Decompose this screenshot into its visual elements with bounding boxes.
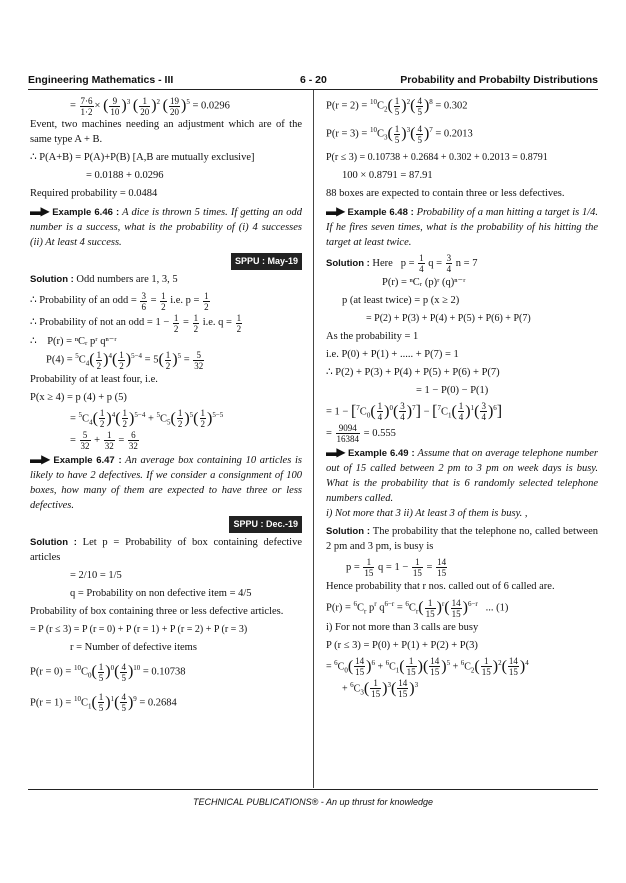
equation-line: = 2/10 = 1/5 xyxy=(70,570,122,582)
equation-line: ∴ P(r) = ⁿCᵣ pʳ qⁿ⁻ʳ xyxy=(30,336,117,348)
paragraph: Probability of box containing three or less defective articles. xyxy=(30,606,284,618)
equation-line: ∴ P(A+B) = P(A)+P(B) [A,B are mutually exclusive] xyxy=(30,152,255,164)
footer-rule xyxy=(28,789,598,790)
left-column xyxy=(30,95,302,714)
arrow-icon: ▬▶ xyxy=(30,452,50,467)
equation-line: $P(r = 2) = ^{10}C_2$( $\frac{1}{5}$ )$^2$( $\frac{4}{5}$ )$^8$ = 0.302 xyxy=(326,95,468,117)
equation-line: P(r) = ⁿCᵣ (p)ʳ (q)ⁿ⁻ʳ xyxy=(382,276,466,288)
exam-badge: SPPU : May-19 xyxy=(231,253,302,270)
equation-line: 100 × 0.8791 = 87.91 xyxy=(342,169,433,181)
equation-line: + $^6C_3$( $\frac{1}{15}$ )$^3$( $\frac{14}{15}$ )$^3$ xyxy=(342,678,419,700)
equation-line: = P (r ≤ 3) = P (r = 0) + P (r = 1) + P (r = 2) + P (r = 3) xyxy=(30,624,248,636)
equation-line: P (r ≤ 3) = P(0) + P(1) + P(2) + P(3) xyxy=(326,639,478,651)
equation-line: Required probability = 0.0484 xyxy=(30,188,158,200)
paragraph: Event, two machines needing an adjustment which are of the same type A + B. xyxy=(30,119,302,146)
equation-line: r = Number of defective items xyxy=(70,642,197,654)
arrow-icon: ▬▶ xyxy=(326,203,344,218)
example-text: Assume that on average telephone number out of 15 called between 2 pm to 3 pm on week days is busy. What is the probability that is 6 randomly selected telephone numbers called. xyxy=(326,448,598,505)
equation-line: $P(4) = ^5C_4$( $\frac{1}{2}$ )$^4$( $\frac{1}{2}$ )$^{5-4}$ = 5( $\frac{1}{2}$ )$^5$ = $\frac{5}{32}$ xyxy=(46,349,204,371)
equation-line: = $\frac{5}{32}$ + $\frac{1}{32}$ = $\frac{6}{32}$ xyxy=(70,430,138,452)
solution-text: The probability that the telephone no, called between 2 pm and 3 pm, is busy is xyxy=(326,526,599,553)
result-value: = 0.0296 xyxy=(192,100,230,112)
equation-line: p = $\frac{1}{15}$ q = 1 − $\frac{1}{15}$ = $\frac{14}{15}$ xyxy=(346,557,447,579)
equation-line: = $1 - [^7C_0$( $\frac{1}{4}$ )$^0$( $\frac{3}{4}$ )$^7] - [^7C_1$( $\frac{1}{4}$ )$^1$( $\frac{3}{4}$ )$^6$] xyxy=(326,401,503,423)
equation-line: i.e. P(0) + P(1) + ..... + P(7) = 1 xyxy=(326,348,459,360)
equation-line: p (at least twice) = p (x ≥ 2) xyxy=(342,294,460,306)
example-6-48 xyxy=(326,204,598,250)
solution-text: Let p = Probability of box containing defective articles xyxy=(30,537,303,564)
example-label: Example 6.49 : xyxy=(347,448,415,460)
example-text: i) Not more that 3 ii) At least 3 of them is busy. , xyxy=(326,508,528,520)
solution-label: Solution : xyxy=(326,526,371,538)
example-6-49 xyxy=(326,445,598,521)
paragraph: i) For not more than 3 calls are busy xyxy=(326,621,479,633)
equation-line: = $^6C_0$( $\frac{14}{15}$ )$^6 + ^6C_1$( $\frac{1}{15}$ )( $\frac{14}{15}$ )$^5 + ^6C_2$( $\frac{1}{15}$ )$^2$( $\frac{14}{15}$ )$^4$ xyxy=(326,656,529,678)
equation-line: $P(r = 1) = ^{10}C_1$( $\frac{1}{5}$ )$^1$( $\frac{4}{5}$ )$^9$ = 0.2684 xyxy=(30,692,177,714)
equation-line: $P(r = 3) = ^{10}C_3$( $\frac{1}{5}$ )$^3$( $\frac{4}{5}$ )$^7$ = 0.2013 xyxy=(326,123,473,145)
example-label: Example 6.47 : xyxy=(53,455,122,467)
page-footer: TECHNICAL PUBLICATIONS® - An up thrust for knowledge xyxy=(192,797,434,807)
equation-line: $P(r) = ^6C_r$ $p^r$ $q^{6-r} = ^6C_r$( $\frac{1}{15}$ )$^r$( $\frac{14}{15}$ )$^{6-r}$ ... (1) xyxy=(326,597,509,619)
solution-label: Solution : xyxy=(30,274,74,286)
paragraph: Probability of at least four, i.e. xyxy=(30,373,158,385)
example-label: Example 6.46 : xyxy=(52,207,120,219)
example-text: An average box containing 10 articles is likely to have 2 defectives. If we consider a consignment of 100 boxes, how many of them are expected to have three or less defectives. xyxy=(30,455,303,512)
equation-line: = P(2) + P(3) + P(4) + P(5) + P(6) + P(7) xyxy=(366,312,531,324)
arrow-icon: ▬▶ xyxy=(326,445,344,460)
example-text: Probability of a man hitting a target is 1/4. If he fires seven times, what is the probability of his hitting the target at least twice. xyxy=(326,206,598,248)
column-divider xyxy=(313,90,314,788)
example-6-46 xyxy=(30,204,302,250)
equation-line: = $\frac{9094}{16384}$ = 0.555 xyxy=(326,423,396,445)
example-label: Example 6.48 : xyxy=(347,206,414,218)
example-text: A dice is thrown 5 times. If getting an odd number is a success, what is the probability of (i) 4 successes (ii) At least 4 success. xyxy=(30,207,303,249)
paragraph: 88 boxes are expected to contain three or less defectives. xyxy=(326,187,565,199)
equation-line: P(r ≤ 3) = 0.10738 + 0.2684 + 0.302 + 0.2013 = 0.8791 xyxy=(326,151,548,163)
solution-label: Solution : xyxy=(30,537,77,549)
equation-line: ∴ Probability of an odd = $\frac{3}{6}$ = $\frac{1}{2}$ i.e. p = $\frac{1}{2}$ xyxy=(30,290,209,312)
right-column xyxy=(326,95,598,700)
page-number: 6 - 20 xyxy=(300,74,327,86)
equation-line: = $^5C_4$( $\frac{1}{2}$ )$^4$( $\frac{1}{2}$ )$^{5-4} + ^5C_5$( $\frac{1}{2}$ )$^5$( $\frac{1}{2}$ )$^{5-5}$ xyxy=(70,408,224,430)
equation-line: P(x ≥ 4) = p (4) + p (5) xyxy=(30,391,127,403)
example-6-47 xyxy=(30,452,302,513)
running-header xyxy=(28,74,598,88)
equation-line: $P(r = 0) = ^{10}C_0$( $\frac{1}{5}$ )$^0$( $\frac{4}{5}$ )$^{10}$ = 0.10738 xyxy=(30,661,186,683)
equation-line: ∴ P(2) + P(3) + P(4) + P(5) + P(6) + P(7) xyxy=(326,366,500,378)
equation-line: = 0.0188 + 0.0296 xyxy=(86,170,164,182)
exam-badge: SPPU : Dec.-19 xyxy=(229,516,302,533)
equation-line: = 1 − P(0) − P(1) xyxy=(416,384,489,396)
equation-line: = $\frac{7\cdot 6}{1\cdot 2}$ × ( $\frac{9}{10}$ )$^3$ ( $\frac{1}{20}$ )$^2$ ( $\frac{19}{20}$ )$^5$ = 0.0296 xyxy=(70,95,230,117)
book-title: Engineering Mathematics - III xyxy=(28,74,174,86)
equation-line: q = Probability on non defective item = 4/5 xyxy=(70,588,252,600)
equation-line: As the probability = 1 xyxy=(326,330,419,342)
chapter-title: Probability and Probabilty Distributions xyxy=(400,74,598,86)
equation-line: ∴ Probability of not an odd = 1 − $\frac{1}{2}$ = $\frac{1}{2}$ i.e. q = $\frac{1}{2}$ xyxy=(30,312,242,334)
paragraph: Hence probability that r nos. called out of 6 called are. xyxy=(326,581,555,593)
arrow-icon: ▬▶ xyxy=(30,204,49,219)
solution-text: Odd numbers are 1, 3, 5 xyxy=(76,274,178,286)
equation-line: Solution : Here p = $\frac{1}{4}$ q = $\frac{3}{4}$ n = 7 xyxy=(326,252,478,274)
